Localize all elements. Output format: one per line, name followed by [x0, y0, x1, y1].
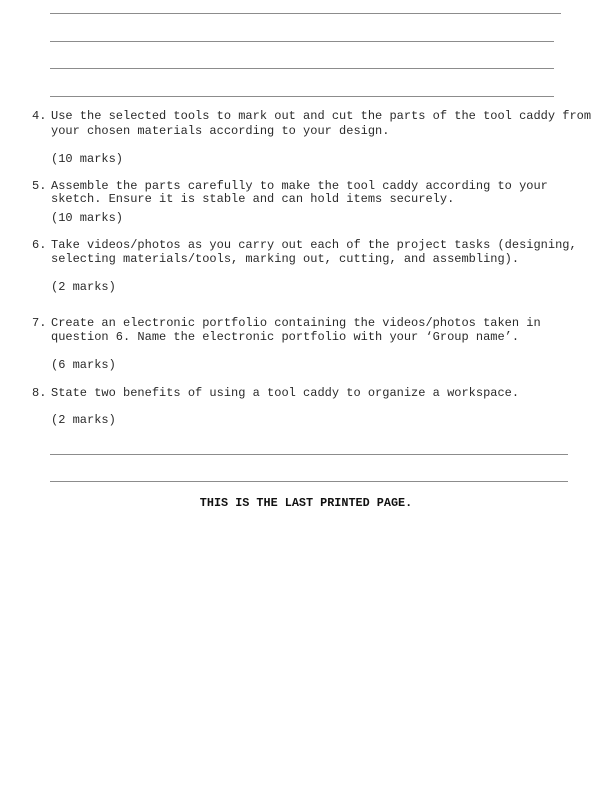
question-text-line: Take videos/photos as you carry out each of the project tasks (designing, [51, 238, 577, 252]
question-text-line: State two benefits of using a tool caddy to organize a workspace. [51, 386, 520, 400]
question-number: 8. [32, 386, 47, 400]
question-number: 4. [32, 109, 47, 123]
question-number: 7. [32, 316, 47, 330]
question-text-line: sketch. Ensure it is stable and can hold items securely. [51, 192, 455, 206]
question-number: 5. [32, 179, 47, 193]
question-text-line: Create an electronic portfolio containing the videos/photos taken in [51, 316, 541, 330]
question-text-line: Use the selected tools to mark out and cut the parts of the tool caddy from [51, 109, 592, 123]
marks-label: (6 marks) [51, 358, 116, 372]
answer-line[interactable] [50, 481, 568, 482]
answer-line[interactable] [50, 68, 554, 69]
question-number: 6. [32, 238, 47, 252]
question-text-line: Assemble the parts carefully to make the tool caddy according to your [51, 179, 548, 193]
answer-line[interactable] [50, 41, 554, 42]
last-page-notice: THIS IS THE LAST PRINTED PAGE. [199, 496, 413, 510]
marks-label: (10 marks) [51, 211, 124, 225]
marks-label: (2 marks) [51, 413, 116, 427]
answer-line[interactable] [50, 454, 568, 455]
answer-line[interactable] [50, 96, 554, 97]
answer-line[interactable] [50, 13, 561, 14]
question-text-line: selecting materials/tools, marking out, cutting, and assembling). [51, 252, 520, 266]
question-text-line: question 6. Name the electronic portfolio with your ‘Group name’. [51, 330, 520, 344]
question-text-line: your chosen materials according to your design. [51, 124, 390, 138]
marks-label: (10 marks) [51, 152, 124, 166]
marks-label: (2 marks) [51, 280, 116, 294]
